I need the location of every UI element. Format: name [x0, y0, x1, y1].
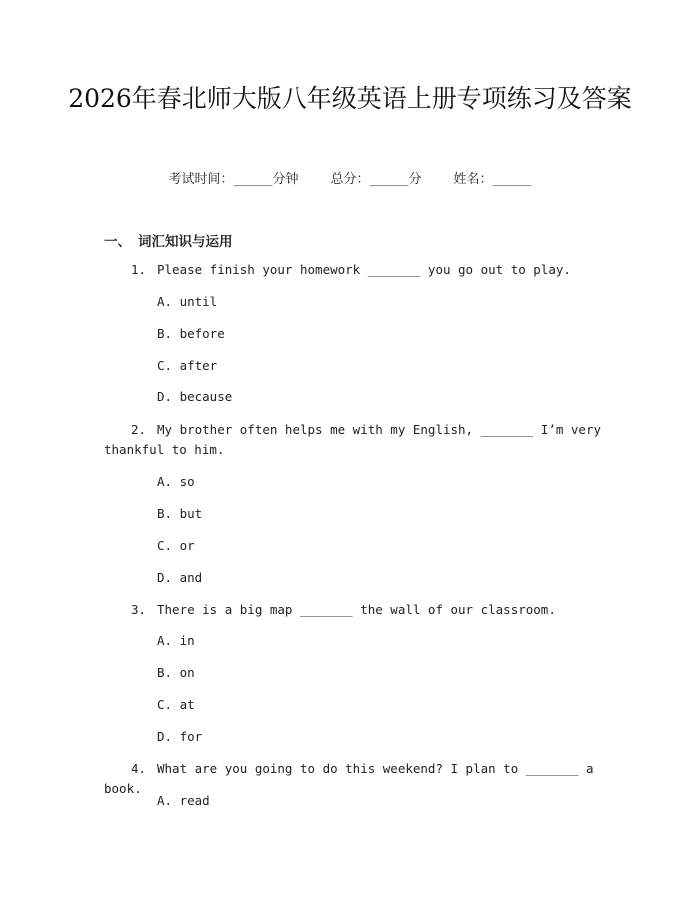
- option-item: D. and: [157, 570, 203, 585]
- question-number: 3.: [131, 602, 147, 617]
- question-number: 4.: [131, 761, 147, 776]
- option-item: A. so: [157, 474, 195, 489]
- question-text: My brother often helps me with my English, _______ I’m very thankful to him.: [104, 422, 602, 457]
- option-item: A. in: [157, 633, 195, 648]
- section-heading: [104, 230, 233, 250]
- option-item: B. on: [157, 665, 195, 680]
- option-item: A. until: [157, 294, 218, 309]
- option-item: C. or: [157, 538, 195, 553]
- question-text: What are you going to do this weekend? I plan to _______ a book.: [104, 761, 594, 796]
- option-item: D. because: [157, 389, 233, 404]
- question-text: Please finish your homework _______ you go out to play.: [157, 262, 571, 277]
- name-label: 姓名：______: [453, 172, 532, 187]
- exam-info: [0, 168, 700, 187]
- question-number: 2.: [131, 422, 147, 437]
- option-item: B. before: [157, 326, 225, 341]
- question-number: 1.: [131, 262, 147, 277]
- question-text: There is a big map _______ the wall of our classroom.: [157, 602, 556, 617]
- exam-time-label: 考试时间：______分钟: [168, 172, 299, 187]
- option-item: C. after: [157, 358, 218, 373]
- section-title: 词汇知识与运用: [138, 234, 233, 250]
- option-item: A. read: [157, 793, 210, 808]
- question: [104, 260, 604, 280]
- section-number: 一、: [104, 234, 131, 250]
- question: [104, 600, 604, 620]
- option-item: D. for: [157, 729, 203, 744]
- question: [104, 420, 604, 460]
- option-item: B. but: [157, 506, 203, 521]
- option-item: C. at: [157, 697, 195, 712]
- total-score-label: 总分：______分: [330, 172, 422, 187]
- page-title: 2026年春北师大版八年级英语上册专项练习及答案: [68, 84, 632, 113]
